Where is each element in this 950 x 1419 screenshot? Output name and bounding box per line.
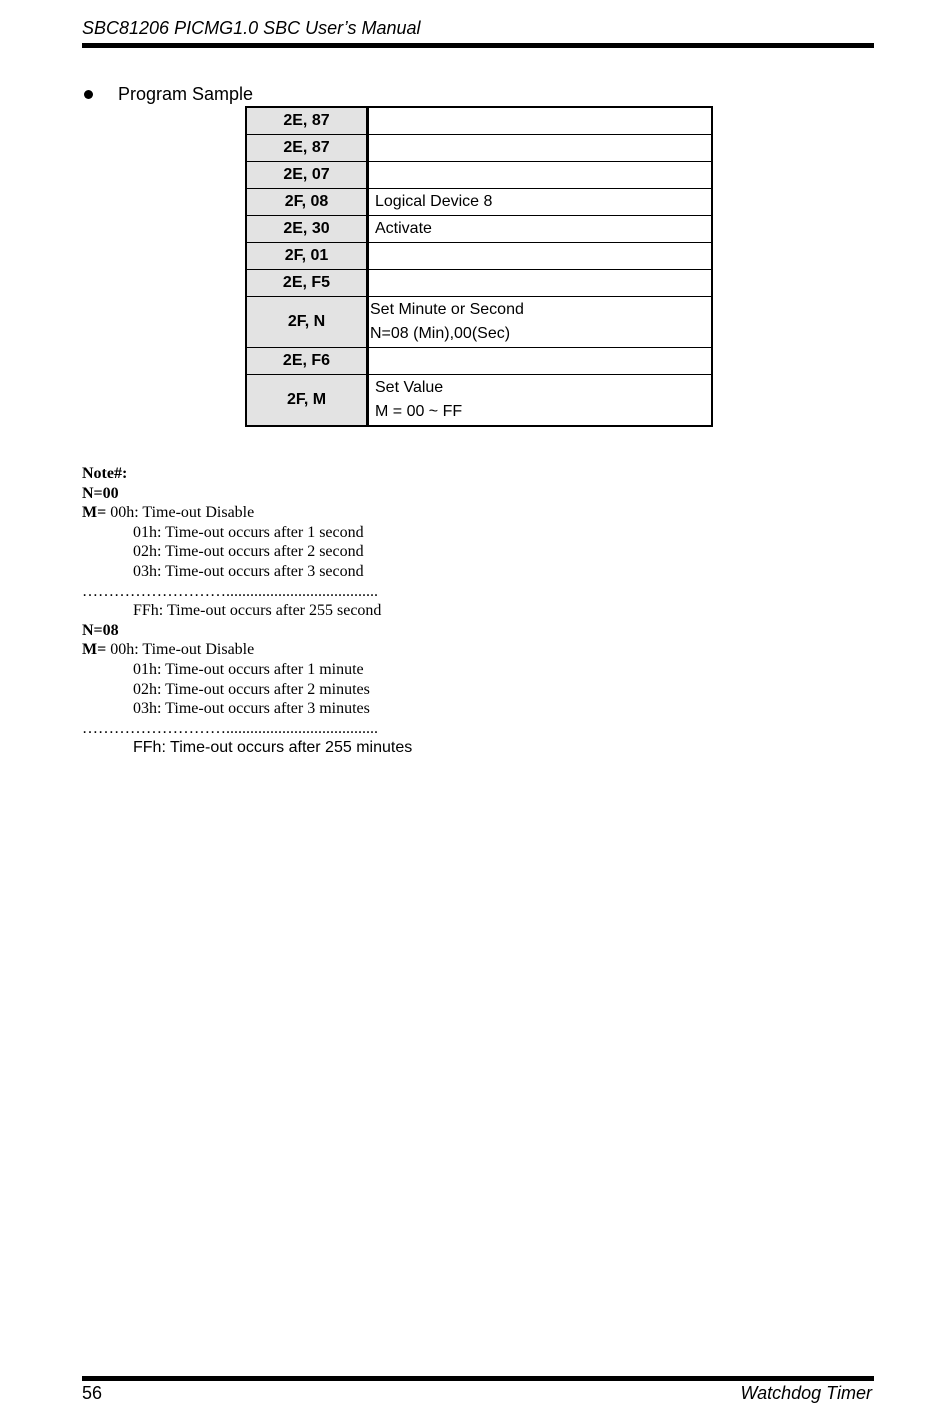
- register-code: 2F, 01: [246, 243, 368, 270]
- register-desc-line: M = 00 ~ FF: [375, 403, 463, 420]
- register-desc: [368, 135, 713, 162]
- note-section: [82, 464, 412, 758]
- note-heading: Note#:: [82, 465, 128, 482]
- register-code: 2F, M: [246, 375, 368, 427]
- table-row: [246, 216, 712, 243]
- register-code: 2E, 87: [246, 135, 368, 162]
- note-line: 01h: Time-out occurs after 1 minute: [133, 660, 364, 678]
- page-number: 56: [82, 1383, 103, 1403]
- table-row: [246, 270, 712, 297]
- register-desc: Logical Device 8: [368, 189, 713, 216]
- bullet-icon: [84, 90, 93, 99]
- register-code: 2E, 07: [246, 162, 368, 189]
- table-row: [246, 243, 712, 270]
- footer-rule: [82, 1376, 874, 1381]
- table-row: [246, 135, 712, 162]
- register-desc: [368, 107, 713, 135]
- register-desc: Activate: [368, 216, 713, 243]
- m-disable-text: 00h: Time-out Disable: [106, 504, 255, 522]
- note-line: FFh: Time-out occurs after 255 second: [133, 602, 382, 620]
- note-m-line: [82, 503, 412, 523]
- register-desc: [368, 375, 713, 427]
- note-dots: ………………………......................................: [82, 719, 378, 737]
- register-table: [245, 106, 713, 427]
- note-m-line: [82, 640, 412, 660]
- register-desc-line: Set Value: [375, 379, 444, 396]
- note-line: 02h: Time-out occurs after 2 second: [133, 543, 364, 561]
- register-code: 2E, 87: [246, 107, 368, 135]
- register-desc: [368, 348, 713, 375]
- m-label: M=: [82, 641, 107, 659]
- section-name: Watchdog Timer: [740, 1383, 872, 1403]
- table-row: [246, 107, 712, 135]
- table-row: [246, 162, 712, 189]
- header-title: SBC81206 PICMG1.0 SBC User’s Manual: [82, 18, 421, 38]
- register-code: 2F, N: [246, 297, 368, 348]
- register-code: 2E, 30: [246, 216, 368, 243]
- table-row: [246, 348, 712, 375]
- register-desc: [368, 243, 713, 270]
- note-line: 01h: Time-out occurs after 1 second: [133, 523, 364, 541]
- register-desc: [368, 297, 713, 348]
- note-dots: ………………………......................................: [82, 582, 378, 600]
- note-line: 02h: Time-out occurs after 2 minutes: [133, 680, 370, 698]
- m-label: M=: [82, 504, 107, 522]
- note-line: 03h: Time-out occurs after 3 second: [133, 562, 364, 580]
- table-row: [246, 375, 712, 427]
- program-sample-label: Program Sample: [118, 84, 254, 104]
- register-desc-line: Set Minute or Second: [370, 301, 524, 318]
- register-desc-line: N=08 (Min),00(Sec): [370, 325, 511, 342]
- program-sample-bullet: [82, 84, 253, 105]
- table-row: [246, 189, 712, 216]
- header-rule: [82, 43, 874, 48]
- note-line: FFh: Time-out occurs after 255 minutes: [133, 739, 413, 757]
- note-n00-label: N=00: [82, 484, 119, 502]
- register-code: 2E, F6: [246, 348, 368, 375]
- m-disable-text: 00h: Time-out Disable: [106, 641, 255, 659]
- register-code: 2E, F5: [246, 270, 368, 297]
- register-code: 2F, 08: [246, 189, 368, 216]
- register-desc: [368, 270, 713, 297]
- note-line: 03h: Time-out occurs after 3 minutes: [133, 700, 370, 718]
- register-desc: [368, 162, 713, 189]
- note-n08-label: N=08: [82, 621, 119, 639]
- table-row: [246, 297, 712, 348]
